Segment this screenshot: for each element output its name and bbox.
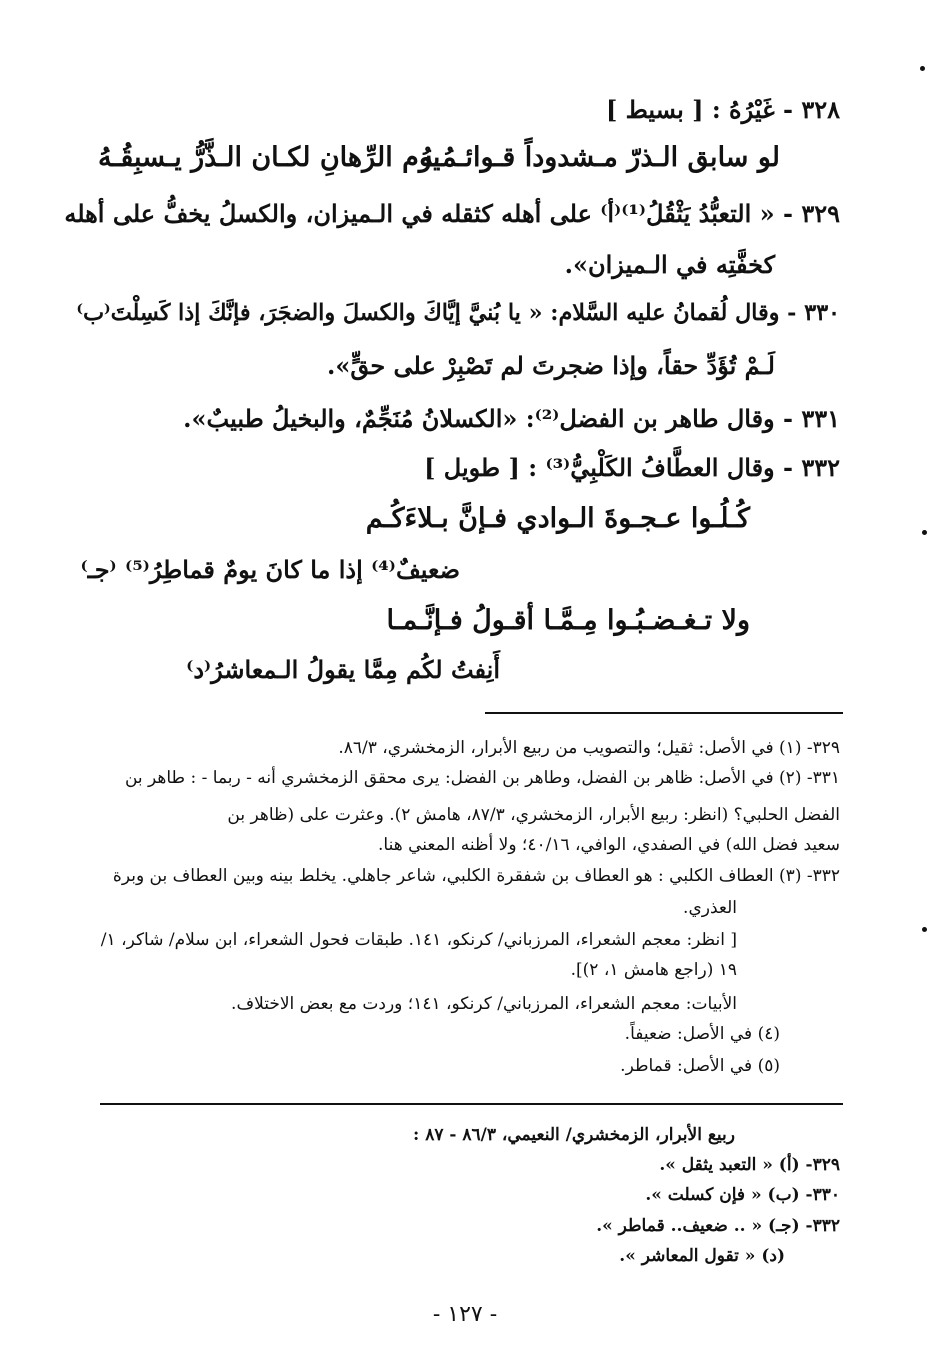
footnote-3-line-3: [ انظر: معجم الشعراء، المرزباني/ كرنكو، ١٤١. طبقات فحول الشعراء، ابن سلام/ شاكر، ١/ (100, 930, 737, 950)
footnote-3-line-5: الأبيات: معجم الشعراء، المرزباني/ كرنكو، ١٤١؛ وردت مع بعض الاختلاف. (231, 994, 737, 1014)
footnote-separator (485, 712, 843, 714)
entry-331: ٣٣١ - وقال طاهر بن الفضل⁽²⁾: «الكسلانُ مُنَجِّمٌ، والبخيلُ طبيبٌ». (183, 404, 840, 433)
verse-332-line-3: ولا تـغـضـبُـوا مِـمَّـا أقـولُ فـإنَّـمـا (386, 605, 750, 636)
scan-mark (922, 927, 927, 932)
source-329: ٣٢٩- (أ) « التعبد يثقل ». (659, 1155, 840, 1175)
entry-329-line-1: ٣٢٩ - « التعبُّدُ يَثْقُلُ⁽¹⁾⁽أ⁾ على أهله كثقله في الـميزان، والكسلُ يخفُّ على أهله (64, 199, 840, 228)
entry-329-line-2: كخفَّتِه في الـميزان». (564, 250, 775, 279)
footnote-3-line-1: ٣٣٢- (٣) العطاف الكلبي : هو العطاف بن شفقرة الكلبي، شاعر جاهلي. يخلط بينه وبين العطاف بن وبرة (112, 866, 840, 886)
source-d: (د) « تقول المعاشر ». (619, 1246, 785, 1266)
verse-328-second-hemistich: يوم الرِّهانِ لكـان الـذَّرُّ يـسبِقُـهُ (98, 142, 441, 173)
entry-332-heading: ٣٣٢ - وقال العطَّافُ الكَلْبِيُّ⁽³⁾ : [ طويل ] (424, 453, 840, 482)
source-330: ٣٣٠- (ب) « فإن كسلت ». (645, 1185, 840, 1205)
verse-332-line-4: أَنِفتُ لكُم مِمَّا يقولُ الـمعاشرُ⁽د⁾ (186, 655, 500, 684)
entry-330-line-1: ٣٣٠ - وقال لُقمانُ عليه السَّلام: « يا بُنيَّ إيَّاكَ والكسلَ والضجَرَ، فإنَّكَ إذا كَسِلْتَ⁽ب⁾ (76, 300, 840, 326)
footnote-2-line-3: سعيد فضل الله) في الصفدي، الوافي، ٤٠/١٦؛ ولا أظنه المعني هنا. (378, 835, 840, 855)
footnote-1: ٣٢٩- (١) في الأصل: ثقيل؛ والتصويب من ربيع الأبرار، الزمخشري، ٨٦/٣. (338, 738, 840, 758)
verse-332-line-1: كُـلُـوا عـجـوةَ الـوادي فـإنَّ بـلاءَكُـم (365, 503, 750, 534)
footnote-2-line-1: ٣٣١- (٢) في الأصل: ظاهر بن الفضل، وطاهر بن الفضل: يرى محقق الزمخشري أنه - ربما - : طاهر بن (124, 768, 840, 788)
scan-mark (920, 66, 925, 71)
source-332: ٣٣٢- (جـ) « .. ضعيف.. قماطر ». (596, 1216, 840, 1236)
footnote-4: (٤) في الأصل: ضعيفاً. (624, 1024, 780, 1044)
verse-328-first-hemistich: لو سابق الـذرّ مـشدوداً قـوائـمُـهُ (419, 142, 780, 173)
footnote-2-line-2: الفضل الحلبي؟ (انظر: ربيع الأبرار، الزمخشري، ٨٧/٣، هامش ٢). وعثرت على (ظاهر بن (227, 805, 840, 825)
entry-330-line-2: لَـمْ تُؤَدِّ حقاً، وإذا ضجرتَ لم تَصْبِرْ على حقٍّ». (326, 351, 775, 380)
sources-separator (100, 1103, 843, 1105)
entry-328-heading: ٣٢٨ - غَيْرُهُ : [ بسيط ] (605, 95, 840, 124)
scan-mark (922, 530, 927, 535)
footnote-3-line-2: العذري. (683, 898, 737, 918)
page-number: - ١٢٧ - (432, 1302, 498, 1327)
sources-heading: ربيع الأبرار، الزمخشري/ النعيمي، ٨٦/٣ - ٨٧ : (413, 1125, 735, 1145)
verse-332-line-2: ضعيفٌ⁽⁴⁾ إذا ما كانَ يومٌ قماطِرُ⁽⁵⁾ ⁽جـ⁾ (80, 555, 460, 584)
footnote-5: (٥) في الأصل: قماطر. (620, 1056, 780, 1076)
footnote-3-line-4: ١٩ (راجع هامش ١، ٢)]. (570, 960, 737, 980)
